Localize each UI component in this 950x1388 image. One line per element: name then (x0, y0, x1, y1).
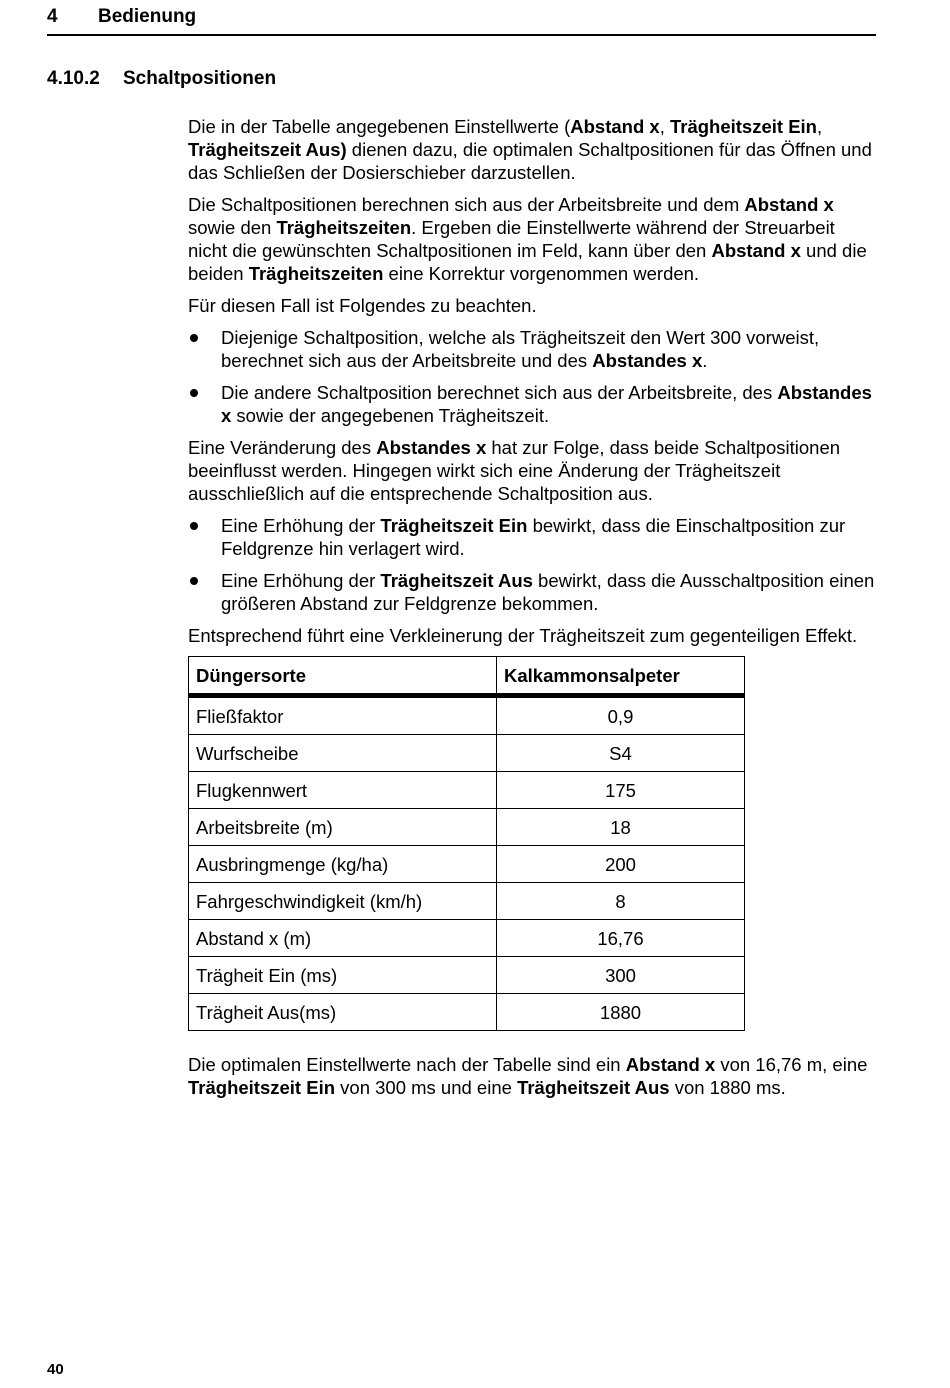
table-cell: Flugkennwert (189, 772, 497, 809)
text: bewirkt, dass die Einschaltposition zur Feldgrenze hin verlagert wird. (221, 515, 846, 559)
chapter-title: Bedienung (98, 6, 197, 27)
table-row (189, 772, 745, 809)
list-item (188, 569, 878, 615)
table-cell: Arbeitsbreite (m) (189, 809, 497, 846)
table-cell: 18 (497, 809, 745, 846)
table-header-row (189, 657, 745, 696)
column-header: Düngersorte (189, 657, 497, 696)
table-cell: Trägheit Ein (ms) (189, 957, 497, 994)
text: . Ergeben die Einstellwerte während der Streuarbeit nicht die gewünschten Schaltpositionen im Feld, kann über den (188, 217, 835, 261)
bold-term: Abstand x (625, 1054, 716, 1075)
table-row (189, 957, 745, 994)
bullet-icon (190, 522, 198, 530)
text: , (816, 116, 823, 137)
list-item (188, 326, 878, 372)
paragraph-calculation (188, 193, 878, 285)
table-cell: S4 (497, 735, 745, 772)
text: Die andere Schaltposition berechnet sich aus der Arbeitsbreite, des (221, 382, 778, 403)
bold-term: Trägheitszeit Ein (188, 1077, 336, 1098)
text: Die optimalen Einstellwerte nach der Tabelle sind ein (188, 1054, 626, 1075)
table-cell: 16,76 (497, 920, 745, 957)
bold-term: Abstand x (570, 116, 660, 137)
text: sowie der angegebenen Trägheitszeit. (231, 405, 550, 426)
text: Die Schaltpositionen berechnen sich aus der Arbeitsbreite und dem (188, 194, 745, 215)
table-cell: Fließfaktor (189, 696, 497, 735)
bold-term: Abstandes x (221, 382, 872, 426)
bold-term: Abstand x (744, 194, 834, 215)
text: von 1880 ms. (669, 1077, 786, 1098)
bold-term: Trägheitszeit Aus (380, 570, 533, 591)
table-row (189, 994, 745, 1031)
section-title: Schaltpositionen (123, 68, 277, 89)
chapter-number: 4 (47, 6, 58, 27)
table-row (189, 735, 745, 772)
table-cell: 8 (497, 883, 745, 920)
page-number: 40 (47, 1361, 64, 1378)
list-item (188, 381, 878, 427)
settings-table (188, 656, 745, 1031)
text: Die in der Tabelle angegebenen Einstellwerte ( (188, 116, 571, 137)
paragraph-note: Für diesen Fall ist Folgendes zu beachten. (188, 295, 537, 316)
bold-term: Abstand x (711, 240, 801, 261)
bold-term: Trägheitszeit Ein (380, 515, 528, 536)
text: Eine Veränderung des (188, 437, 377, 458)
bold-term: Trägheitszeit Ein (669, 116, 817, 137)
text: Eine Erhöhung der (221, 515, 381, 536)
text: Eine Erhöhung der (221, 570, 381, 591)
text: , (659, 116, 670, 137)
main-content (188, 115, 878, 1108)
section-number: 4.10.2 (47, 68, 100, 89)
text: eine Korrektur vorgenommen werden. (383, 263, 700, 284)
bullet-list-2 (188, 514, 878, 615)
table-cell: 175 (497, 772, 745, 809)
page-header (47, 4, 876, 36)
text: von 16,76 m, eine (715, 1054, 868, 1075)
bullet-icon (190, 334, 198, 342)
table-cell: 1880 (497, 994, 745, 1031)
table-cell: 300 (497, 957, 745, 994)
table-row (189, 846, 745, 883)
bold-term: Trägheitszeiten (248, 263, 384, 284)
table-row (189, 883, 745, 920)
table-cell: Fahrgeschwindigkeit (km/h) (189, 883, 497, 920)
text: und die beiden (188, 240, 867, 284)
table-cell: Ausbringmenge (kg/ha) (189, 846, 497, 883)
table-row (189, 920, 745, 957)
table-row (189, 696, 745, 735)
paragraph-change (188, 436, 878, 505)
bold-term: Abstandes x (376, 437, 487, 458)
table-cell: Wurfscheibe (189, 735, 497, 772)
paragraph-intro (188, 115, 878, 184)
bold-term: Abstandes x (592, 350, 703, 371)
bold-term: Trägheitszeit Aus) (188, 139, 347, 160)
list-item (188, 514, 878, 560)
text: hat zur Folge, dass beide Schaltpositionen beeinflusst werden. Hingegen wirkt sich eine Änderung der Trägheitszeit ausschließlich auf die entsprechende Schaltposition aus. (188, 437, 841, 504)
table-row (189, 809, 745, 846)
paragraph-summary (188, 1053, 878, 1099)
table-cell: Trägheit Aus(ms) (189, 994, 497, 1031)
text: von 300 ms und eine (335, 1077, 518, 1098)
table-cell: Abstand x (m) (189, 920, 497, 957)
column-header: Kalkammonsalpeter (497, 657, 745, 696)
text: . (702, 350, 708, 371)
text: bewirkt, dass die Ausschaltposition einen größeren Abstand zur Feldgrenze bekommen. (221, 570, 875, 614)
table-cell: 0,9 (497, 696, 745, 735)
section-heading (47, 68, 276, 90)
text: sowie den (188, 217, 277, 238)
table-cell: 200 (497, 846, 745, 883)
text: dienen dazu, die optimalen Schaltpositionen für das Öffnen und das Schließen der Dosierschieber darzustellen. (188, 139, 872, 183)
paragraph-effect: Entsprechend führt eine Verkleinerung der Trägheitszeit zum gegenteiligen Effekt. (188, 625, 858, 646)
text: Diejenige Schaltposition, welche als Trägheitszeit den Wert 300 vorweist, berechnet sich aus der Arbeitsbreite und des (221, 327, 820, 371)
bold-term: Trägheitszeit Aus (517, 1077, 670, 1098)
bullet-list-1 (188, 326, 878, 427)
bullet-icon (190, 389, 198, 397)
bold-term: Trägheitszeiten (276, 217, 412, 238)
bullet-icon (190, 577, 198, 585)
